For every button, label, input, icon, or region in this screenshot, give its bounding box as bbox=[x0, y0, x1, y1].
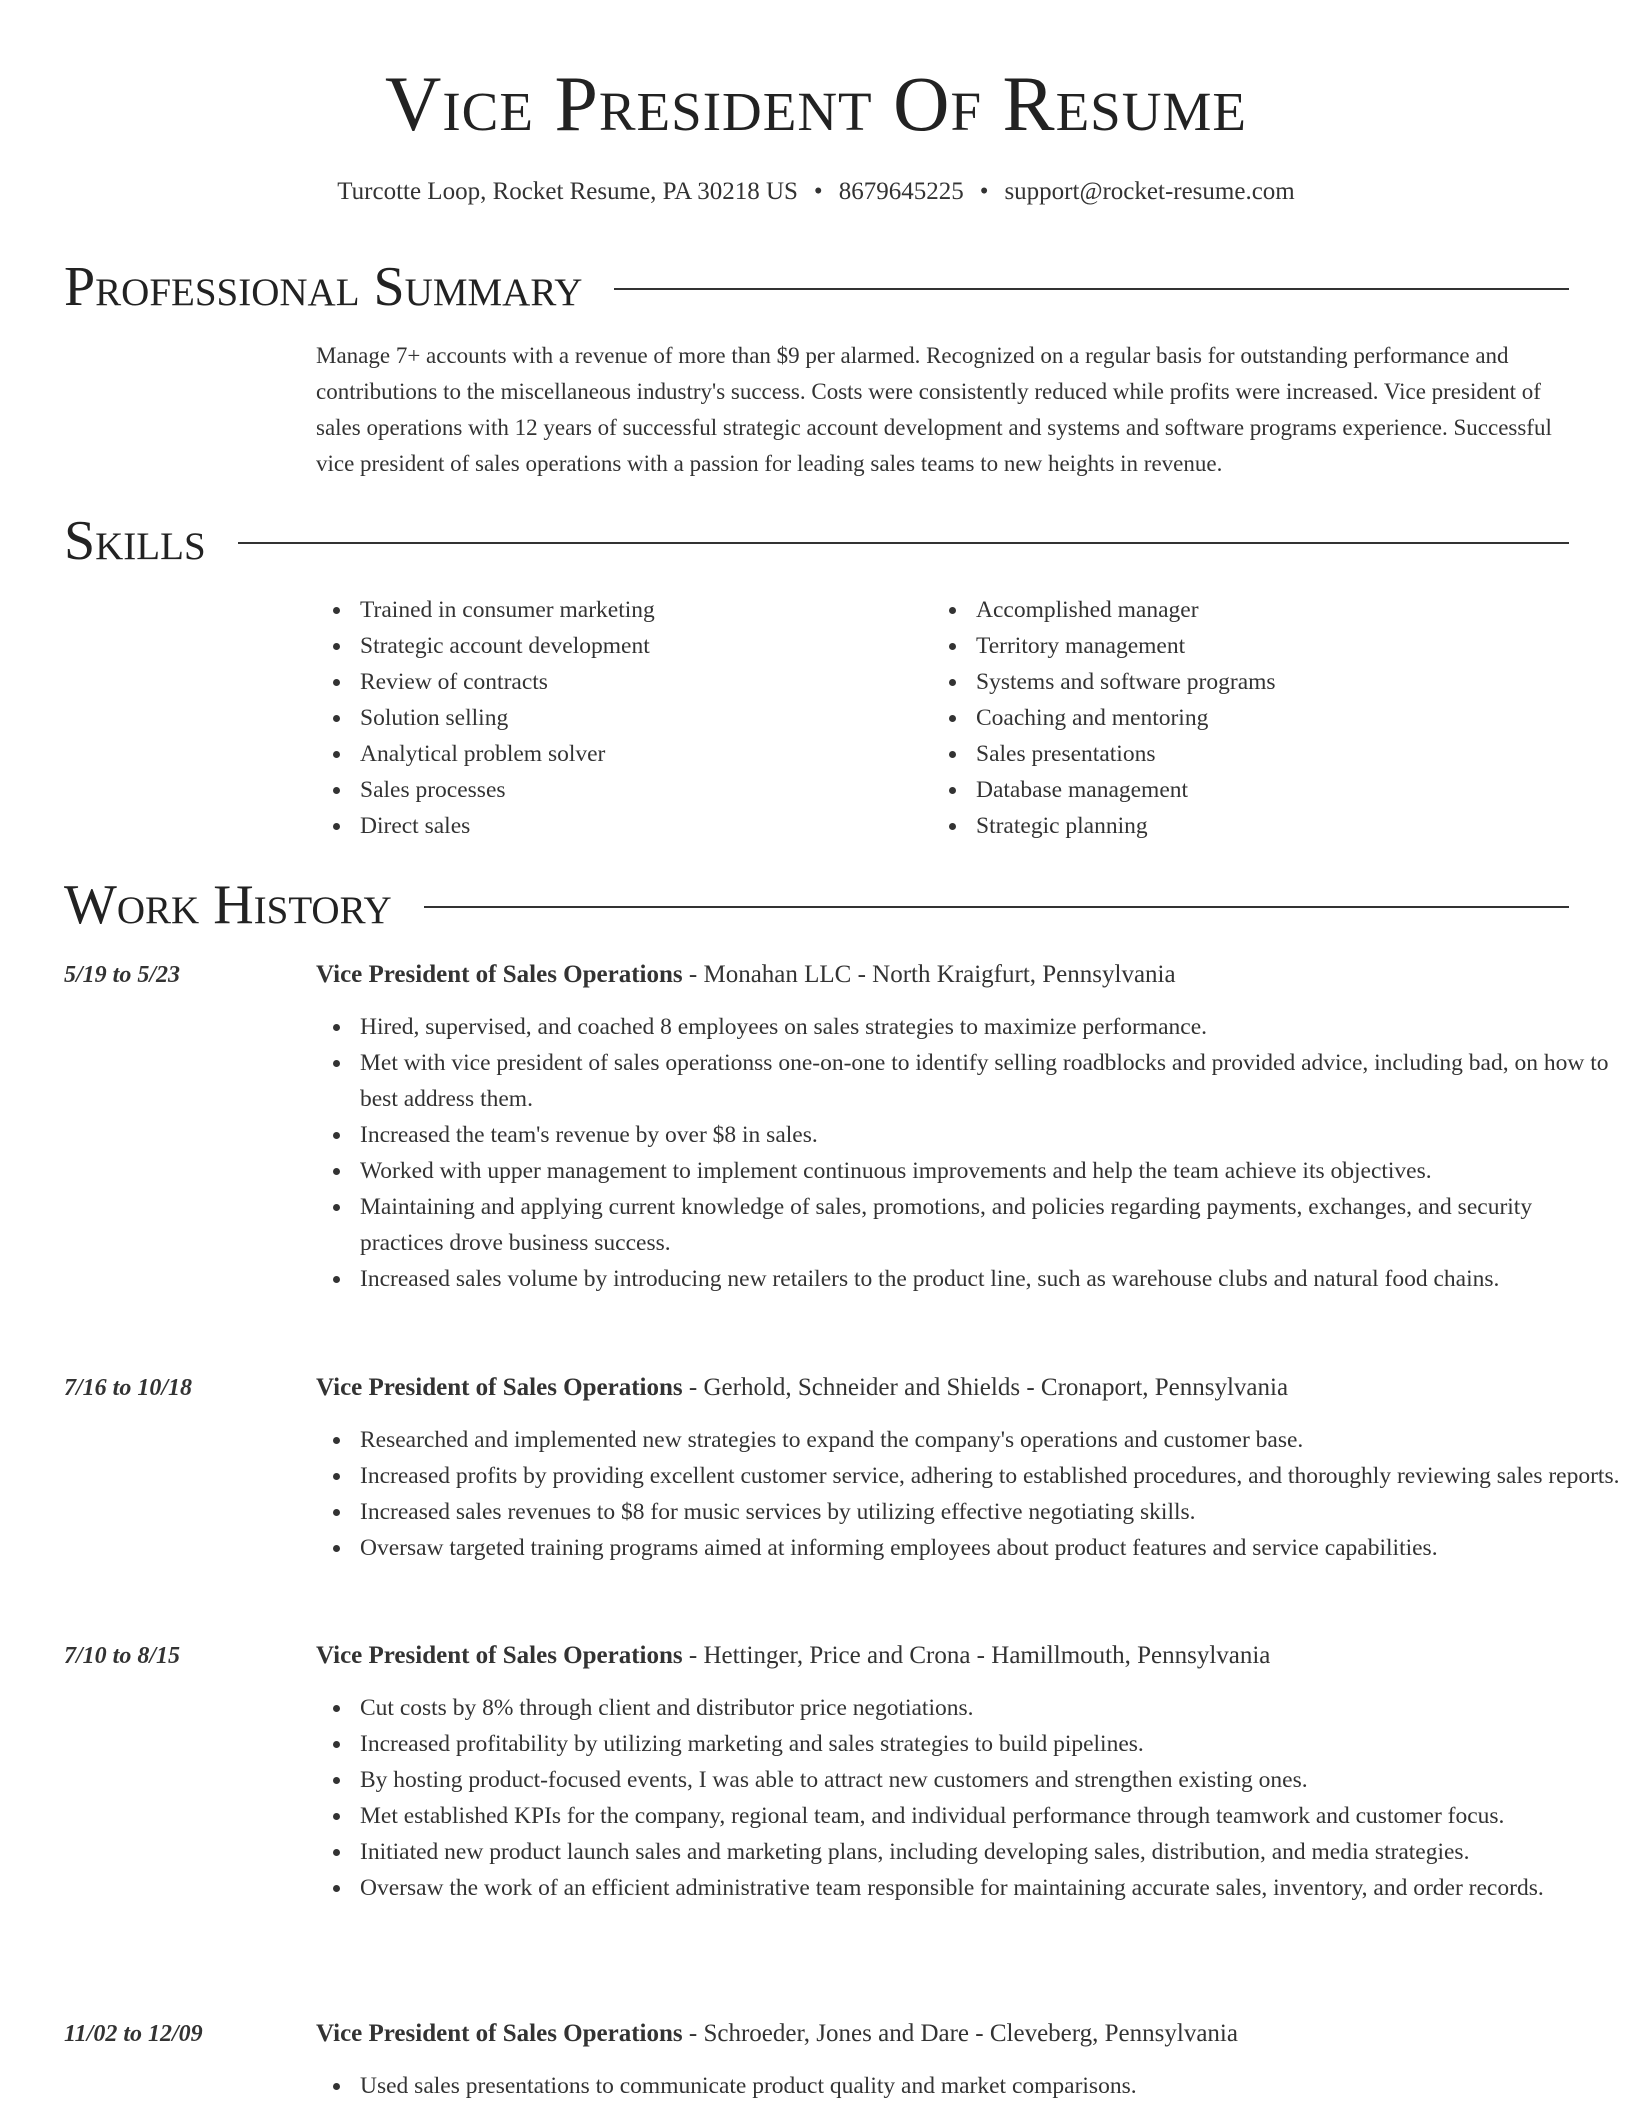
job-title: Vice President of Sales Operations bbox=[316, 2020, 683, 2047]
job-heading bbox=[316, 957, 1176, 993]
skill-item: Territory management bbox=[976, 628, 1576, 664]
skills-list-right bbox=[932, 592, 1576, 844]
job-bullet: Worked with upper management to implement continuous improvements and help the team achieve its objectives. bbox=[360, 1153, 1620, 1189]
skills-list-left bbox=[316, 592, 920, 844]
section-title-work: Work History bbox=[64, 874, 392, 936]
job-heading bbox=[316, 2016, 1238, 2052]
skill-item: Sales processes bbox=[360, 772, 920, 808]
skill-item: Strategic account development bbox=[360, 628, 920, 664]
job-dates: 11/02 to 12/09 bbox=[64, 2021, 203, 2047]
section-header-summary bbox=[64, 252, 1569, 322]
job-bullets bbox=[316, 1009, 1620, 1297]
job-dates: 5/19 to 5/23 bbox=[64, 962, 181, 988]
section-divider bbox=[424, 906, 1569, 908]
job-bullet: Increased profits by providing excellent customer service, adhering to established procedures, and thoroughly reviewing sales reports. bbox=[360, 1458, 1620, 1494]
skill-item: Direct sales bbox=[360, 808, 920, 844]
skill-item: Accomplished manager bbox=[976, 592, 1576, 628]
skill-item: Solution selling bbox=[360, 700, 920, 736]
job-bullet: Cut costs by 8% through client and distributor price negotiations. bbox=[360, 1690, 1620, 1726]
job-bullet: Hired, supervised, and coached 8 employees on sales strategies to maximize performance. bbox=[360, 1009, 1620, 1045]
job-employer: - Schroeder, Jones and Dare - Cleveberg, Pennsylvania bbox=[682, 2020, 1238, 2047]
skill-item: Trained in consumer marketing bbox=[360, 592, 920, 628]
job-bullet: Met with vice president of sales operationss one-on-one to identify selling roadblocks and provided advice, including bad, on how to best address them. bbox=[360, 1045, 1620, 1117]
job-title: Vice President of Sales Operations bbox=[316, 1642, 683, 1669]
contact-address: Turcotte Loop, Rocket Resume, PA 30218 US bbox=[337, 178, 798, 205]
contact-phone: 8679645225 bbox=[838, 178, 964, 205]
skill-item: Strategic planning bbox=[976, 808, 1576, 844]
job-bullet: Maintaining and applying current knowledge of sales, promotions, and policies regarding payments, exchanges, and security practices drove business success. bbox=[360, 1189, 1620, 1261]
section-header-work bbox=[64, 870, 1569, 940]
job-bullet: Researched and implemented new strategies to expand the company's operations and customer base. bbox=[360, 1422, 1620, 1458]
job-bullets bbox=[316, 2068, 1620, 2104]
job-bullet: Increased profitability by utilizing marketing and sales strategies to build pipelines. bbox=[360, 1726, 1620, 1762]
job-bullet: Initiated new product launch sales and marketing plans, including developing sales, distribution, and media strategies. bbox=[360, 1834, 1620, 1870]
job-dates: 7/16 to 10/18 bbox=[64, 1375, 193, 1401]
job-title: Vice President of Sales Operations bbox=[316, 1374, 683, 1401]
resume-title: Vice President Of Resume bbox=[385, 60, 1247, 147]
job-bullet: Oversaw targeted training programs aimed at informing employees about product features and service capabilities. bbox=[360, 1530, 1620, 1566]
skill-item: Database management bbox=[976, 772, 1576, 808]
job-employer: - Gerhold, Schneider and Shields - Cronaport, Pennsylvania bbox=[682, 1374, 1289, 1401]
section-title-skills: Skills bbox=[64, 510, 206, 572]
skill-item: Analytical problem solver bbox=[360, 736, 920, 772]
job-employer: - Hettinger, Price and Crona - Hamillmouth, Pennsylvania bbox=[682, 1642, 1271, 1669]
summary-text: Manage 7+ accounts with a revenue of more than $9 per alarmed. Recognized on a regular basis for outstanding performance and contributions to the miscellaneous industry's success. Costs were consistently reduced while profits were increased. Vice president of sales operations with 12 years of successful strategic account development and systems and software programs experience. Successful vice president of sales operations with a passion for leading sales teams to new heights in revenue. bbox=[316, 343, 1552, 476]
job-bullet: By hosting product-focused events, I was able to attract new customers and strengthen existing ones. bbox=[360, 1762, 1620, 1798]
job-bullet: Increased sales volume by introducing new retailers to the product line, such as warehouse clubs and natural food chains. bbox=[360, 1261, 1620, 1297]
job-bullet: Increased sales revenues to $8 for music services by utilizing effective negotiating skills. bbox=[360, 1494, 1620, 1530]
section-divider bbox=[238, 542, 1569, 544]
job-bullets bbox=[316, 1422, 1620, 1566]
job-heading bbox=[316, 1370, 1288, 1406]
skill-item: Systems and software programs bbox=[976, 664, 1576, 700]
contact-line bbox=[0, 174, 1632, 210]
job-title: Vice President of Sales Operations bbox=[316, 961, 683, 988]
job-bullet: Met established KPIs for the company, regional team, and individual performance through teamwork and customer focus. bbox=[360, 1798, 1620, 1834]
skill-item: Review of contracts bbox=[360, 664, 920, 700]
section-header-skills bbox=[64, 506, 1569, 576]
section-divider bbox=[614, 288, 1569, 290]
skill-item: Coaching and mentoring bbox=[976, 700, 1576, 736]
job-bullet: Oversaw the work of an efficient administrative team responsible for maintaining accurate sales, inventory, and order records. bbox=[360, 1870, 1620, 1906]
section-title-summary: Professional Summary bbox=[64, 256, 583, 318]
contact-separator: • bbox=[813, 178, 823, 205]
contact-separator: • bbox=[979, 178, 989, 205]
job-employer: - Monahan LLC - North Kraigfurt, Pennsylvania bbox=[682, 961, 1176, 988]
job-heading bbox=[316, 1638, 1270, 1674]
job-bullet: Increased the team's revenue by over $8 in sales. bbox=[360, 1117, 1620, 1153]
job-dates: 7/10 to 8/15 bbox=[64, 1643, 181, 1669]
job-bullets bbox=[316, 1690, 1620, 1906]
job-bullet: Used sales presentations to communicate product quality and market comparisons. bbox=[360, 2068, 1620, 2104]
contact-email: support@rocket-resume.com bbox=[1004, 178, 1295, 205]
skill-item: Sales presentations bbox=[976, 736, 1576, 772]
